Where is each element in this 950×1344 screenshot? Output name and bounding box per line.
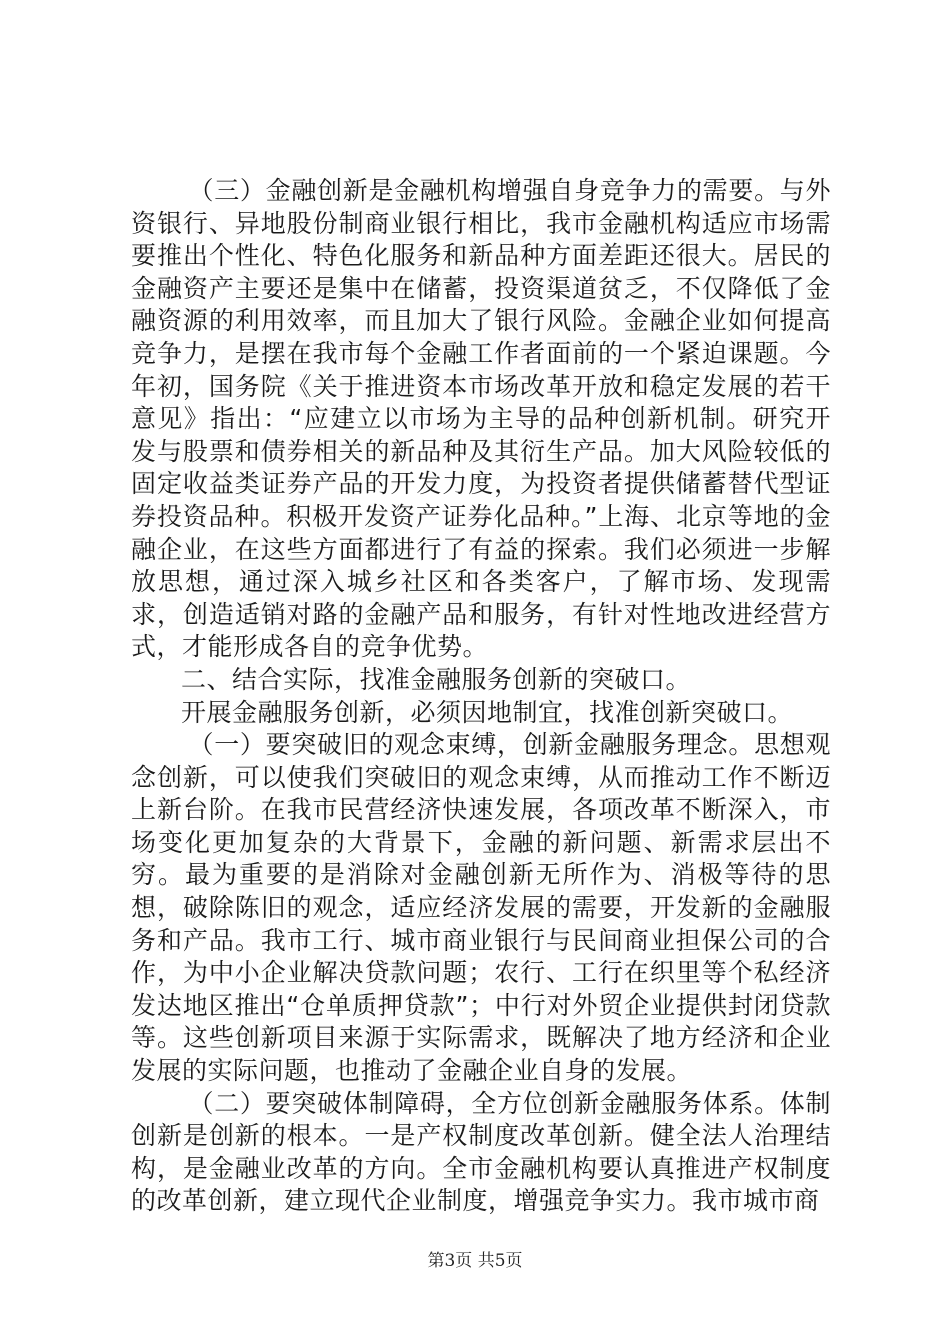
paragraph-concept-innovation: （一）要突破旧的观念束缚，创新金融服务理念。思想观念创新，可以使我们突破旧的观念束缚，从而推动工作不断迈上新台阶。在我市民营经济快速发展，各项改革不断深入，市场变化更加复杂的大背景下，金融的新问题、新需求层出不穷。最为重要的是消除对金融创新无所作为、消极等待的思想，破除陈旧的观念，适应经济发展的需要，开发新的金融服务和产品。我市工行、城市商业银行与民间商业担保公司的合作，为中小企业解决贷款问题；农行、工行在织里等个私经济发达地区推出“仓单质押贷款”；中行对外贸企业提供封闭贷款等。这些创新项目来源于实际需求，既解决了地方经济和企业发展的实际问题，也推动了金融企业自身的发展。 — [131, 730, 831, 1086]
paragraph-innovation-breakthrough: 开展金融服务创新，必须因地制宜，找准创新突破口。 — [181, 697, 794, 727]
document-body — [131, 175, 831, 1218]
paragraph-system-innovation: （二）要突破体制障碍，全方位创新金融服务体系。体制创新是创新的根本。一是产权制度改革创新。健全法人治理结构，是金融业改革的方向。全市金融机构要认真推进产权制度的改革创新，建立现代企业制度，增强竞争实力。我市城市商 — [131, 1088, 831, 1216]
section-heading-two: 二、结合实际，找准金融服务创新的突破口。 — [181, 664, 692, 694]
page-number-footer: 第3页 共5页 — [427, 1251, 523, 1271]
paragraph-financial-innovation-competitiveness: （三）金融创新是金融机构增强自身竞争力的需要。与外资银行、异地股份制商业银行相比，我市金融机构适应市场需要推出个性化、特色化服务和新品种方面差距还很大。居民的金融资产主要还是集中在储蓄，投资渠道贫乏，不仅降低了金融资源的利用效率，而且加大了银行风险。金融企业如何提高竞争力，是摆在我市每个金融工作者面前的一个紧迫课题。今年初，国务院《关于推进资本市场改革开放和稳定发展的若干意见》指出：“应建立以市场为主导的品种创新机制。研究开发与股票和债券相关的新品种及其衍生产品。加大风险较低的固定收益类证券产品的开发力度，为投资者提供储蓄替代型证券投资品种。积极开发资产证券化品种。”上海、北京等地的金融企业，在这些方面都进行了有益的探索。我们必须进一步解放思想，通过深入城乡社区和各类客户，了解市场、发现需求，创造适销对路的金融产品和服务，有针对性地改进经营方式，才能形成各自的竞争优势。 — [131, 176, 831, 662]
